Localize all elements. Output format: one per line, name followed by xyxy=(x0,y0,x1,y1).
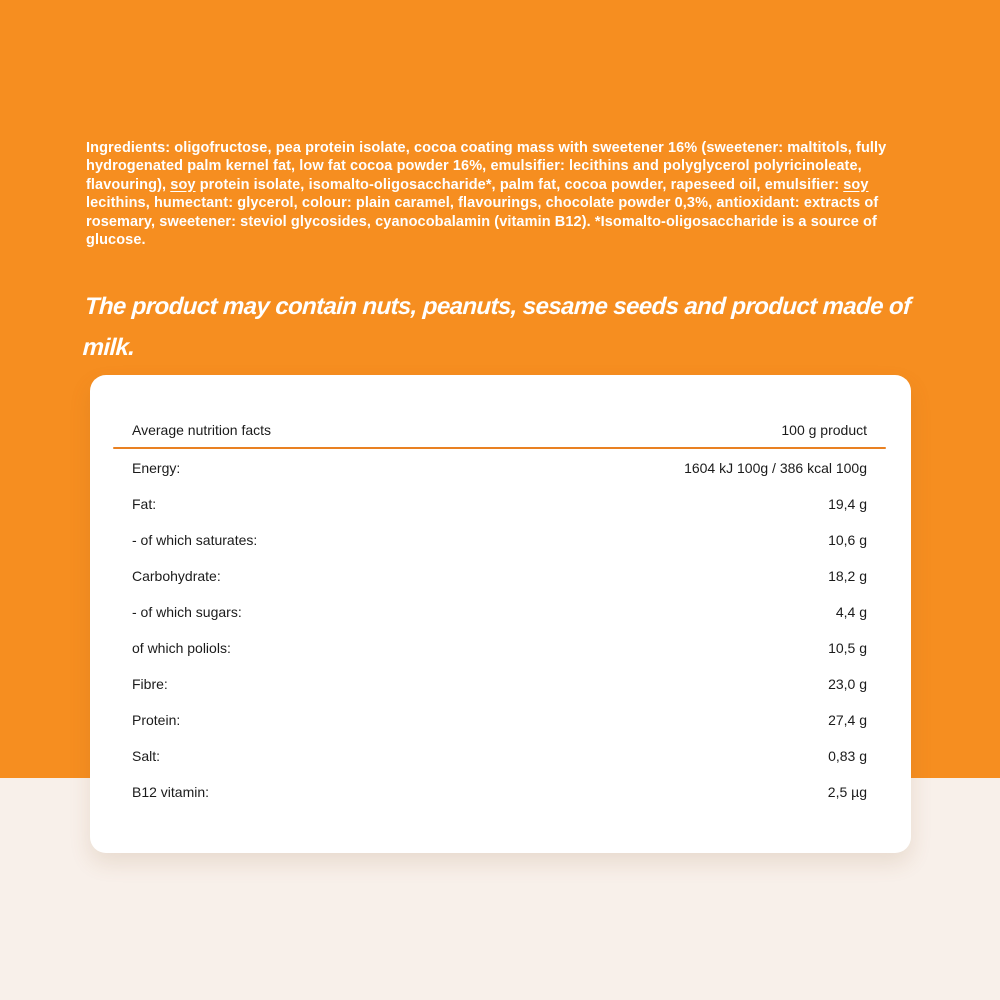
nutrition-table-body xyxy=(132,450,867,810)
row-value: 1604 kJ 100g / 386 kcal 100g xyxy=(684,460,867,476)
table-row-protein xyxy=(132,702,867,738)
row-label: of which poliols: xyxy=(132,640,231,656)
allergen-soy-underlined: soy xyxy=(843,176,869,193)
row-value: 19,4 g xyxy=(828,496,867,512)
table-header-amount: 100 g product xyxy=(781,422,867,438)
row-value: 27,4 g xyxy=(828,712,867,728)
allergen-soy-underlined: soy xyxy=(170,176,196,193)
table-row-energy xyxy=(132,450,867,486)
row-value: 0,83 g xyxy=(828,748,867,764)
nutrition-facts-card xyxy=(90,375,911,853)
row-label: Energy: xyxy=(132,460,181,476)
allergen-warning-note: The product may contain nuts, peanuts, sesame seeds and product made of milk. xyxy=(82,293,912,361)
table-header-label: Average nutrition facts xyxy=(132,422,272,438)
table-row-fat xyxy=(132,486,867,522)
row-value: 2,5 µg xyxy=(827,784,867,800)
row-value: 18,2 g xyxy=(828,568,867,584)
table-row-sugars xyxy=(132,594,867,630)
row-value: 4,4 g xyxy=(835,604,867,620)
row-label: Carbohydrate: xyxy=(132,568,221,584)
row-label: B12 vitamin: xyxy=(132,784,210,800)
row-label: - of which sugars: xyxy=(132,604,242,620)
table-row-b12-vitamin xyxy=(132,774,867,810)
row-label: Fibre: xyxy=(132,676,168,692)
table-row-fibre xyxy=(132,666,867,702)
table-row-saturates xyxy=(132,522,867,558)
ingredients-text-part-2: protein isolate, isomalto-oligosaccharide*, palm fat, cocoa powder, rapeseed oil, emulsifier: xyxy=(195,176,844,193)
row-label: - of which saturates: xyxy=(132,532,258,548)
row-value: 10,6 g xyxy=(828,532,867,548)
ingredients-text-part-1: Ingredients: oligofructose, pea protein isolate, cocoa coating mass with sweetener 16% (sweetener: maltitols, fully hydrogenated palm kernel fat, low fat cocoa powder 16%, emulsifier: lecithins and polyglycerol polyricinoleate, flavouring), xyxy=(86,139,887,193)
ingredients-paragraph xyxy=(86,139,920,251)
ingredients-text-part-3: lecithins, humectant: glycerol, colour: plain caramel, flavourings, chocolate powder 0,3%, antioxidant: extracts of rosemary, sweetener: steviol glycosides, cyanocobalamin (vitamin B12). *Isomalto-oligosaccharide is a source of glucose. xyxy=(86,195,879,249)
table-row-salt xyxy=(132,738,867,774)
row-label: Fat: xyxy=(132,496,157,512)
table-row-poliols xyxy=(132,630,867,666)
nutrition-table-header xyxy=(132,422,867,438)
row-label: Protein: xyxy=(132,712,181,728)
row-value: 23,0 g xyxy=(828,676,867,692)
table-row-carbohydrate xyxy=(132,558,867,594)
header-divider-line xyxy=(113,447,886,449)
row-value: 10,5 g xyxy=(828,640,867,656)
row-label: Salt: xyxy=(132,748,161,764)
